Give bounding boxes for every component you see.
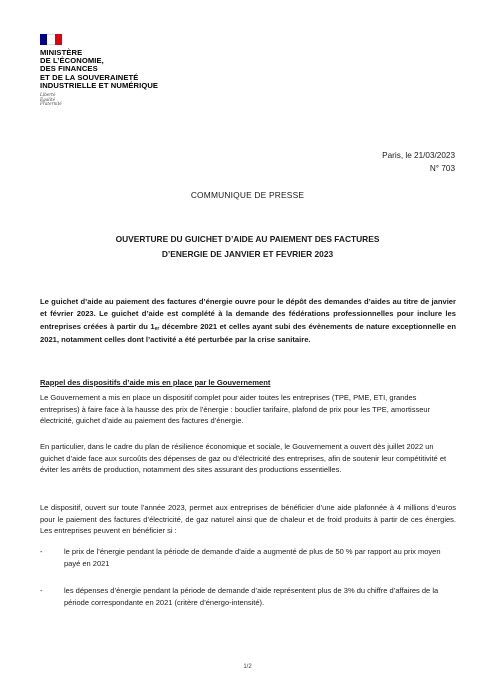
release-number: N° 703 — [429, 164, 455, 173]
bullet-dash: - — [40, 586, 43, 595]
body-paragraph: Le Gouvernement a mis en place un dispositif complet pour aider toutes les entreprises (TPE, PME, ETI, grandes entreprises) à faire face à la hausse des prix de l’énergie : bouclier tarifaire, plafond de prix pour les TPE, amortisseur électricité, guichet d’aide au paiement des factures d’énergie. — [40, 393, 431, 426]
body-paragraph: Le dispositif, ouvert sur toute l’année 2023, permet aux entreprises de bénéficier d’une aide plafonnée à 4 millions d’euros pour le paiement des factures d’électricité, de gaz naturel ainsi que de chaleur et de froid produits à partir de ces énergies. Les entreprises peuvent en bénéficier si : — [40, 503, 456, 536]
motto-line: Fraternité — [40, 101, 62, 107]
ministry-name-line: MINISTÈRE — [40, 48, 83, 57]
release-title — [60, 232, 435, 261]
ordinal-suffix: er — [154, 325, 160, 332]
list-item-text: le prix de l’énergie pendant la période de demande d’aide a augmenté de plus de 50 % par rapport au prix moyen payé en 2021 — [64, 547, 441, 568]
republic-motto — [40, 93, 158, 107]
list-item-text: les dépenses d’énergie pendant la période de demande d’aide représentent plus de 3% du chiffre d’affaires de la période correspondante en 2021 (critère d’énergo-intensité). — [64, 586, 439, 607]
ministry-name-line: DES FINANCES — [40, 64, 98, 74]
place-and-date: Paris, le 21/03/2023 — [382, 151, 455, 160]
ministry-name — [40, 49, 158, 90]
french-flag-icon — [40, 34, 62, 45]
motto-line: Égalité — [40, 96, 56, 102]
title-line: D’ENERGIE DE JANVIER ET FEVRIER 2023 — [161, 248, 334, 259]
motto-line: Liberté — [40, 92, 56, 98]
document-type: COMMUNIQUE DE PRESSE — [190, 190, 305, 200]
ministry-name-line: ET DE LA SOUVERAINETÉ — [40, 72, 139, 82]
section-heading: Rappel des dispositifs d’aide mis en place par le Gouvernement — [40, 378, 271, 387]
ministry-logo — [40, 34, 158, 107]
title-line: OUVERTURE DU GUICHET D’AIDE AU PAIEMENT DES FACTURES — [115, 234, 380, 244]
lead-paragraph — [40, 296, 456, 346]
ministry-name-line: INDUSTRIELLE ET NUMÉRIQUE — [40, 80, 159, 90]
lead-text: décembre 2021 et celles ayant subi des évènements de nature exceptionnelle en 2021, notamment celles dont l’activité a été perturbée par la crise sanitaire. — [40, 321, 456, 344]
page-number: 1/2 — [243, 664, 252, 670]
body-paragraph: En particulier, dans le cadre du plan de résilience économique et sociale, le Gouvernement a ouvert dès juillet 2022 un guichet d’aide face aux surcoûts des dépenses de gaz ou d’électricité des entreprises, afin de soutenir leur compétitivité et éviter les arrêts de production, notamment des sites assurant des productions essentielles. — [40, 442, 447, 475]
lead-text: Le guichet d’aide au paiement des factures d’énergie ouvre pour le dépôt des demandes d’aides au titre de janvier et février 2023. Le guichet d’aide est complété à la demande des fédérations professionnelles pour inclure les entreprises créées à partir du 1 — [40, 297, 456, 331]
bullet-dash: - — [40, 547, 43, 556]
ministry-name-line: DE L’ÉCONOMIE, — [40, 56, 104, 66]
